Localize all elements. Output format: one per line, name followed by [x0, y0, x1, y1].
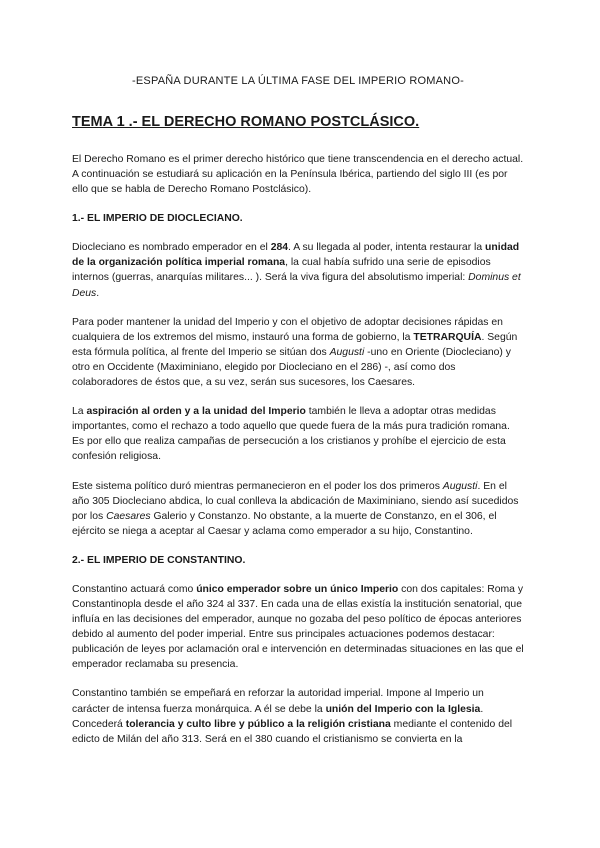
document-header: -ESPAÑA DURANTE LA ÚLTIMA FASE DEL IMPERIO ROMANO- [132, 75, 464, 87]
bold-run: TETRARQUÍA [413, 331, 482, 343]
section-2-paragraph-2 [72, 686, 524, 746]
italic-run: Augusti [442, 480, 478, 492]
intro-paragraph: El Derecho Romano es el primer derecho histórico que tiene transcendencia en el derecho actual. A continuación se estudiará su aplicación en la Península Ibérica, partiendo del siglo III (es por ello que se habla de Derecho Romano Postclásico). [72, 154, 524, 196]
text-run: también le lleva a adoptar otras medidas importantes, como el rechazo a todo aquello que quede fuera de la más pura tradición romana. Es por ello que realiza campañas de persecución a los cristianos y prohíbe el ejercicio de esta confesión religiosa. [72, 406, 510, 463]
italic-run: Dominus et Deus [72, 272, 521, 299]
text-run: . Concederá [72, 703, 484, 730]
text-run: Constantino actuará como [72, 583, 197, 595]
bold-run: aspiración al orden y a la unidad del Imperio [86, 406, 306, 418]
page-title: TEMA 1 .- EL DERECHO ROMANO POSTCLÁSICO. [72, 114, 420, 130]
bold-run: 284 [270, 242, 289, 254]
section-2-heading: 2.- EL IMPERIO DE CONSTANTINO. [72, 554, 246, 566]
bold-run: tolerancia y culto libre y público a la religión cristiana [125, 718, 391, 730]
text-run: , la cual había sufrido una serie de episodios internos (guerras, anarquías militares... ). Será la viva figura del absolutismo imperial: [72, 257, 491, 284]
section-1-paragraph-2 [72, 315, 524, 390]
section-2-paragraph-1 [72, 582, 524, 673]
text-run: con dos capitales: Roma y Constantinopla desde el año 324 al 337. En cada una de ellas existía la institución senatorial, que influía en las decisiones del emperador, aunque no gozaba del peso político de épocas anteriores debido al aumento del poder imperial. Entre sus principales actuaciones podemos destacar: publicación de leyes por aclamación oral e intervención en determinadas situaciones en las que el emperador reclamaba su presencia. [72, 583, 524, 671]
bold-run: unidad de la organización política imperial romana [72, 242, 520, 269]
section-1-paragraph-4 [72, 479, 524, 539]
text-run: . Según esta fórmula política, al frente del Imperio se sitúan dos [72, 331, 518, 358]
italic-run: Augusti [329, 346, 365, 358]
text-run: . En el año 305 Diocleciano abdica, lo cual conlleva la abdicación de Maximiniano, siendo así sucedidos por los [72, 480, 519, 522]
section-1-paragraph-3 [72, 404, 524, 464]
text-run: . A su llegada al poder, intenta restaurar la [288, 242, 486, 254]
text-run: La [72, 406, 87, 418]
italic-run: Caesares [106, 510, 151, 522]
text-run: -uno en Oriente (Diocleciano) y otro en Occidente (Maximiniano, elegido por Diocleciano en el 286) -, así como dos colaboradores de éstos que, a su vez, serán sus sucesores, los Caesares. [72, 346, 511, 389]
section-1-paragraph-1 [72, 240, 524, 300]
text-run: Para poder mantener la unidad del Imperio y con el objetivo de adoptar decisiones rápidas en cualquiera de los extremos del mismo, instauró una forma de gobierno, la [72, 316, 503, 343]
bold-run: unión del Imperio con la Iglesia [325, 703, 481, 715]
text-run: Este sistema político duró mientras permanecieron en el poder los dos primeros [72, 480, 443, 492]
text-run: Constantino también se empeñará en reforzar la autoridad imperial. Impone al Imperio un carácter de intensa fuerza monárquica. A él se debe la [72, 688, 484, 715]
bold-run: único emperador sobre un único Imperio [196, 583, 399, 595]
text-run: Galerio y Constanzo. No obstante, a la muerte de Constanzo, en el 306, el ejército se niega a aceptar al Caesar y aclama como emperador a su hijo, Constantino. [72, 510, 497, 537]
text-run: . [96, 287, 100, 299]
text-run: mediante el contenido del edicto de Milán del año 313. Será en el 380 cuando el cristianismo se convierta en la [72, 718, 513, 745]
section-1-heading: 1.- EL IMPERIO DE DIOCLECIANO. [72, 213, 243, 225]
text-run: Diocleciano es nombrado emperador en el [72, 242, 271, 254]
